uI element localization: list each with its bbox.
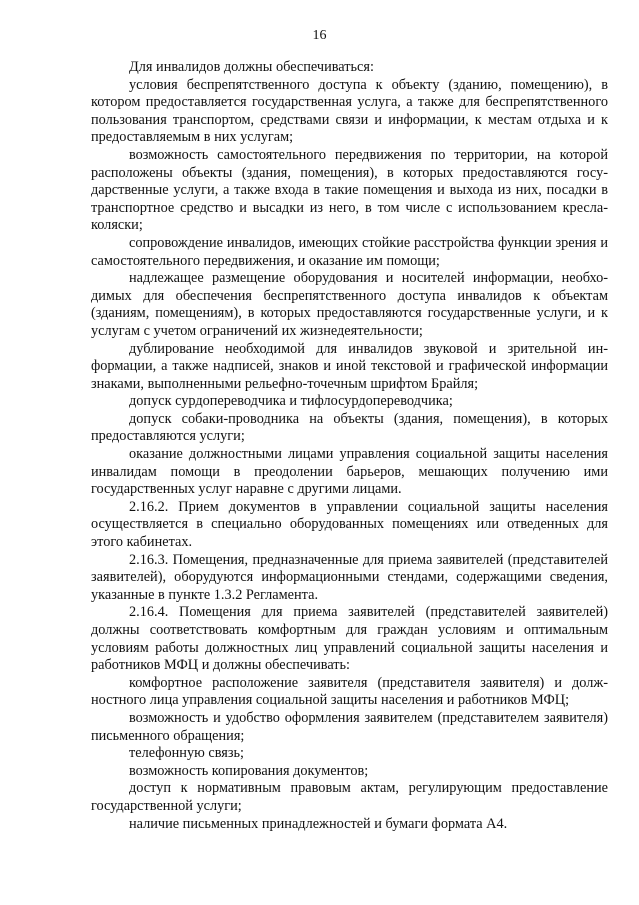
- paragraph-copying: возможность копирования документов;: [129, 762, 369, 779]
- paragraph-duplication: дублирование необходимой для инвалидов звуковой и зрительной информации, а также надписей, знаков и иной текстовой и графической информации знаками, выполненными рельефно-точечным шрифтом Брайля;: [91, 340, 608, 392]
- paragraph-guide-dog: допуск собаки-проводника на объекты (здания, помещения), в которых предоставляются услуги;: [91, 410, 608, 445]
- paragraph-sign-interpreter: допуск сурдопереводчика и тифлосурдопереводчика;: [129, 393, 453, 410]
- page-number: 16: [312, 28, 327, 43]
- paragraph-independent-movement: возможность самостоятельного передвижения по территории, на которой расположены объекты (здания, помещения), в которых предоставляются государственные услуги, а также входа в такие помещения и выхода из них, посадки в транспортное средство и высадки из него, в том числе с использованием кресла-коляски;: [91, 146, 608, 234]
- paragraph-escort: сопровождение инвалидов, имеющих стойкие расстройства функции зрения и самостоятельного передвижения, и оказание им помощи;: [91, 234, 608, 269]
- paragraph-equipment-placement: надлежащее размещение оборудования и носителей информации, необходимых для обеспечения беспрепятственного доступа инвалидов к объектам (зданиям, помещениям), в которых предоставляются государственные услуги, и к услугам с учетом ограничений их жизнедеятельности;: [91, 270, 608, 339]
- paragraph-2-16-3: 2.16.3. Помещения, предназначенные для приема заявителей (представителей заявителей), оборудуются информационными стендами, содержащими сведения, указанные в пункте 1.3.2 Регламента.: [91, 551, 608, 603]
- paragraph-intro: Для инвалидов должны обеспечиваться:: [129, 59, 374, 75]
- paragraph-legal-acts: доступ к нормативным правовым актам, регулирующим предоставление государственной услуги;: [91, 780, 608, 814]
- paragraph-access-conditions: условия беспрепятственного доступа к объекту (зданию, помещению), в котором предоставляется государственная услуга, а также для беспрепятственного пользования транспортом, средствами связи и информации, к местам отдыха и к предоставляемым в них услугам;: [91, 76, 608, 146]
- paragraph-officials-assistance: оказание должностными лицами управления социальной защиты населения инвалидам помощи в преодолении барьеров, мешающих получению ими государственных услуг наравне с другими лицами.: [91, 446, 608, 498]
- paragraph-stationery: наличие письменных принадлежностей и бумаги формата А4.: [129, 815, 508, 832]
- paragraph-written-appeal: возможность и удобство оформления заявителем (представителем заявителя) письменного обращения;: [91, 709, 608, 744]
- paragraph-2-16-2: 2.16.2. Прием документов в управлении социальной защиты населения осуществляется в специально оборудованных помещениях или отведенных для этого кабинетах.: [91, 498, 608, 551]
- body-text: [91, 59, 608, 833]
- paragraph-comfortable-placement: комфортное расположение заявителя (представителя заявителя) и должностного лица управления социальной защиты населения и работников МФЦ;: [91, 674, 608, 709]
- paragraph-2-16-4: 2.16.4. Помещения для приема заявителей (представителей заявителей) должны соответствовать комфортным для граждан условиям и оптимальным условиям работы должностных лиц управлений социальной защиты населения и работников МФЦ и должны обеспечивать:: [91, 604, 608, 674]
- paragraph-phone: телефонную связь;: [129, 745, 244, 762]
